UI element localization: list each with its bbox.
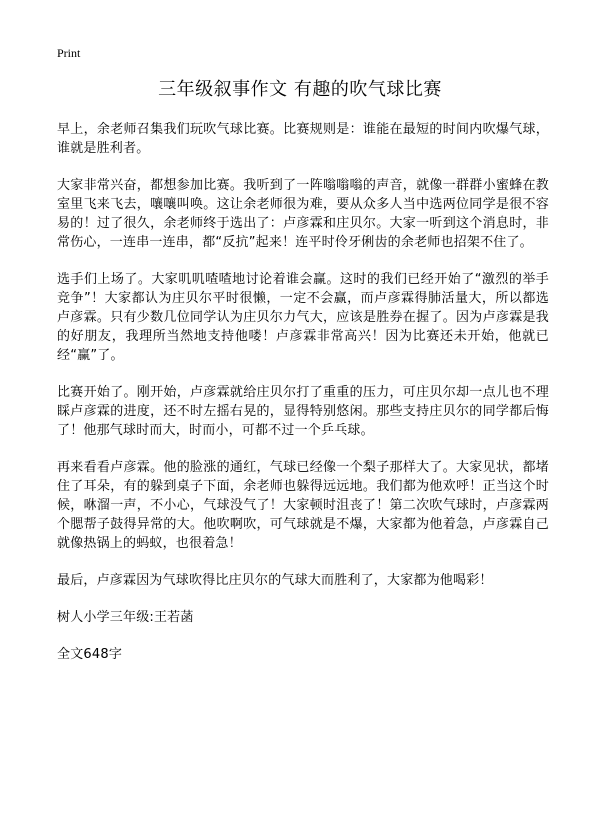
paragraph-lu-yanlin: 再来看看卢彦霖。他的脸涨的通红，气球已经像一个梨子那样大了。大家见状，都堵住了耳朵，有的躲到桌子下面，余老师也躲得远远地。我们都为他欢呼！正当这个时候，咻溜一声，不小心，气球没气了！大家顿时沮丧了！第二次吹气球时，卢彦霖两个腮帮子鼓得异常的大。他吹啊吹，可气球就是不爆，大家都为他着急，卢彦霖自己就像热锅上的蚂蚁，也很着急！ xyxy=(57,460,549,551)
paragraph-contestants: 选手们上场了。大家叽叽喳喳地讨论着谁会赢。这时的我们已经开始了“激烈的举手竞争”！大家都认为庄贝尔平时很懒，一定不会赢，而卢彦霖得肺活量大，所以都选卢彦霖。只有少数几位同学认为庄贝尔力气大，应该是胜券在握了。因为卢彦霖是我的好朋友，我理所当然地支持他喽！卢彦霖非常高兴！因为比赛还未开始，他就已经“赢”了。 xyxy=(57,272,549,363)
paragraph-intro: 早上，余老师召集我们玩吹气球比赛。比赛规则是：谁能在最短的时间内吹爆气球，谁就是胜利者。 xyxy=(57,122,549,156)
paragraph-selection: 大家非常兴奋，都想参加比赛。我听到了一阵嗡嗡嗡的声音，就像一群群小蜜蜂在教室里飞来飞去，嚷嚷叫唤。这让余老师很为难，要从众多人当中选两位同学是很不容易的！过了很久，余老师终于选出了：卢彦霖和庄贝尔。大家一听到这个消息时，非常伤心，一连串一连串，都“反抗”起来！连平时伶牙俐齿的余老师也招架不住了。 xyxy=(57,178,549,250)
article-title: 三年级叙事作文 有趣的吹气球比赛 xyxy=(158,79,442,100)
paragraph-start: 比赛开始了。刚开始，卢彦霖就给庄贝尔打了重重的压力，可庄贝尔却一点儿也不理睬卢彦霖的进度，还不时左摇右晃的，显得特别悠闲。那些支持庄贝尔的同学都后悔了！他那气球时而大，时而小，可都不过一个乒乓球。 xyxy=(57,385,549,438)
paragraph-ending: 最后，卢彦霖因为气球吹得比庄贝尔的气球大而胜利了，大家都为他喝彩！ xyxy=(57,573,493,588)
word-count: 全文648字 xyxy=(57,647,123,662)
print-link[interactable]: Print xyxy=(57,46,81,60)
article-body xyxy=(57,120,549,682)
author-line: 树人小学三年级:王若菡 xyxy=(57,610,194,625)
